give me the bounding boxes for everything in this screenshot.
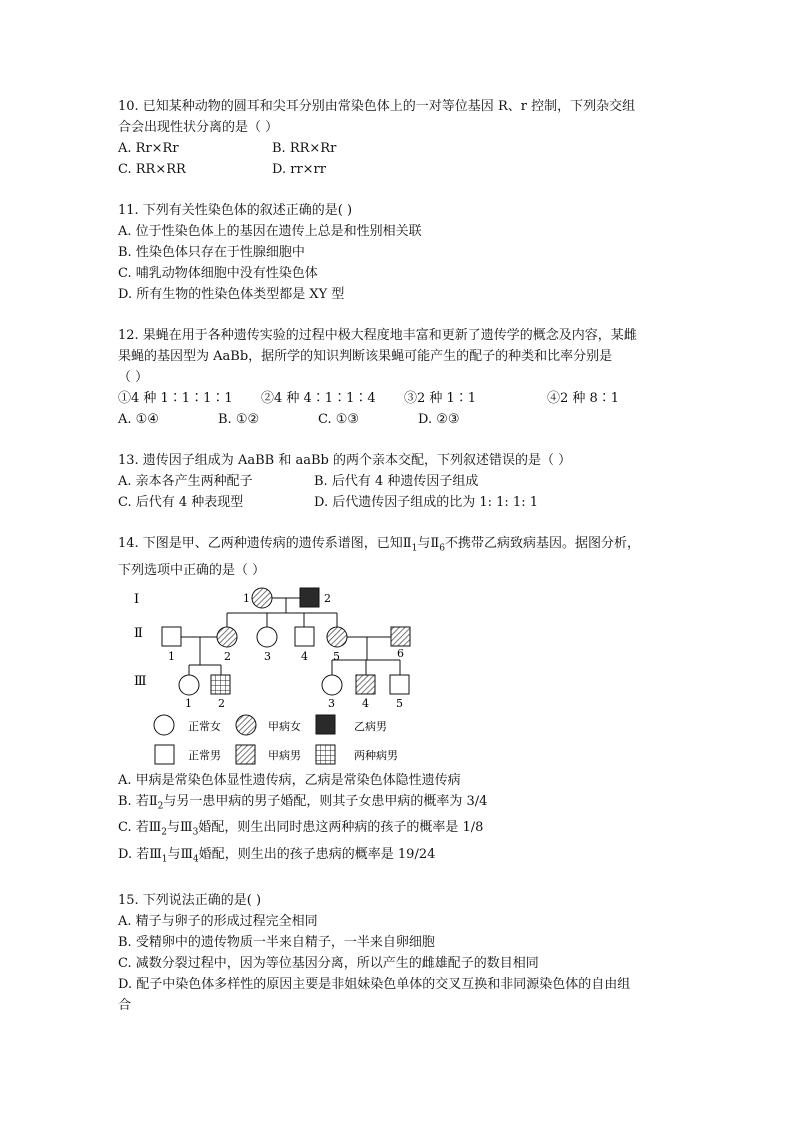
pedigree-I2-male-disease-b: [300, 588, 319, 607]
q10-option-c: C. RR×RR: [118, 162, 186, 177]
pedigree-num-III1: 1: [185, 696, 192, 710]
pedigree-II1-normal-male: [162, 627, 181, 646]
q14-option-b-part2: 与另一患甲病的男子婚配，则其子女患甲病的概率为 3/4: [163, 793, 488, 809]
legend-normal-male-symbol: [155, 745, 174, 764]
q10-stem-line2: 合会出现性状分离的是（ ）: [118, 120, 279, 135]
q15-stem: 15. 下列说法正确的是( ): [118, 893, 262, 909]
q12-item-1: ①4 种 1∶1∶1∶1: [118, 391, 233, 406]
q14-option-c-part2: 与Ⅲ: [167, 820, 193, 836]
q14-stem-part1: 14. 下图是甲、乙两种遗传病的遗传系谱图，已知Ⅱ: [118, 536, 412, 551]
pedigree-III4-male-disease-a: [356, 675, 375, 694]
q12-item-3: ③2 种 1∶1: [404, 391, 477, 406]
q11-option-c: C. 哺乳动物体细胞中没有性染色体: [118, 266, 318, 281]
q14-option-d-sub2: 4: [193, 854, 199, 865]
q14-stem-sub1: 1: [411, 543, 418, 554]
generation-label-1: Ⅰ: [134, 591, 140, 607]
pedigree-num-II6: 6: [397, 646, 404, 660]
q10-option-d: D. rr×rr: [272, 162, 326, 177]
pedigree-num-II1: 1: [168, 649, 175, 663]
legend-both-diseases-male-label: 两种病男: [354, 748, 398, 762]
q11-option-a: A. 位于性染色体上的基因在遗传上总是和性别相关联: [118, 224, 422, 239]
q13-option-c: C. 后代有 4 种表现型: [118, 495, 244, 510]
q15-option-d: D. 配子中染色体多样性的原因主要是非姐妹染色单体的交叉互换和非同源染色体的自由组: [118, 977, 631, 993]
pedigree-lines: [172, 598, 400, 675]
q12-option-b: B. ①②: [218, 412, 260, 427]
q13-options-row1: [118, 471, 688, 492]
legend-disease-b-male-symbol: [316, 715, 335, 734]
q12-options-row: [118, 409, 688, 430]
q15-option-c: C. 减数分裂过程中，因为等位基因分离，所以产生的雌雄配子的数目相同: [118, 956, 539, 972]
pedigree-II6-male-disease-a: [391, 627, 410, 646]
q11-option-d: D. 所有生物的性染色体类型都是 XY 型: [118, 287, 345, 302]
pedigree-III1-normal-female: [179, 675, 199, 695]
question-11: [118, 200, 688, 305]
legend-both-diseases-male-symbol: [316, 745, 335, 764]
q14-option-b-part1: B. 若Ⅱ: [118, 793, 158, 809]
q14-option-c-part1: C. 若Ⅲ: [118, 820, 162, 836]
pedigree-num-III2: 2: [218, 696, 225, 710]
pedigree-II2-female-disease-a: [217, 627, 237, 647]
q12-item-2: ②4 种 4∶1∶1∶4: [261, 391, 376, 406]
pedigree-chart: [130, 585, 430, 770]
q14-stem-line2: 下列选项中正确的是（ ）: [118, 562, 266, 578]
q12-item-4: ④2 种 8∶1: [547, 391, 620, 406]
q14-option-d-sub1: 1: [161, 854, 168, 865]
pedigree-num-II2: 2: [224, 649, 231, 663]
q15-option-d-continued: 合: [118, 998, 132, 1014]
q10-options-row2: [118, 159, 688, 180]
q10-options-row1: [118, 138, 688, 159]
q13-options-row2: [118, 492, 688, 513]
q10-option-a: A. Rr×Rr: [118, 141, 179, 156]
q14-option-c-sub1: 2: [161, 827, 168, 838]
legend-disease-b-male-label: 乙病男: [354, 719, 387, 733]
q14-stem-part3: 不携带乙病致病基因。据图分析，: [444, 536, 640, 551]
q14-option-d-part1: D. 若Ⅲ: [118, 846, 162, 862]
q12-option-d: D. ②③: [418, 412, 460, 427]
legend-disease-a-male-symbol: [236, 745, 255, 764]
q14-option-d-part3: 婚配，则生出的孩子患病的概率是 19/24: [198, 846, 436, 862]
pedigree-II5-female-disease-a: [327, 627, 347, 647]
legend-normal-female-label: 正常女: [188, 719, 221, 733]
legend-disease-a-female-symbol: [236, 715, 256, 735]
exam-page: [118, 96, 688, 1036]
q13-option-a: A. 亲本各产生两种配子: [118, 474, 253, 489]
q14-stem-part2: 与Ⅱ: [417, 536, 440, 551]
question-13: [118, 450, 688, 513]
q11-option-b: B. 性染色体只存在于性腺细胞中: [118, 245, 305, 260]
question-10: [118, 96, 688, 180]
q15-option-b: B. 受精卵中的遗传物质一半来自精子，一半来自卵细胞: [118, 935, 435, 951]
pedigree-II3-normal-female: [257, 627, 277, 647]
legend-disease-a-female-label: 甲病女: [268, 719, 301, 733]
pedigree-II4-normal-male: [295, 627, 314, 646]
q12-stem-line1: 12. 果蝇在用于各种遗传实验的过程中极大程度地丰富和更新了遗传学的概念及内容，某雌: [118, 328, 637, 343]
q14-option-b: [118, 791, 688, 818]
pedigree-num-III3: 3: [328, 696, 335, 710]
q12-stem-line2: 果蝇的基因型为 AaBb，据所学的知识判断该果蝇可能产生的配子的种类和比率分别是: [118, 349, 613, 364]
pedigree-III2-male-both-diseases: [211, 675, 230, 694]
pedigree-I1-female-disease-a: [252, 588, 272, 608]
question-14: [118, 533, 688, 870]
pedigree-num-I1: 1: [243, 591, 250, 605]
q13-stem: 13. 遗传因子组成为 AaBB 和 aaBb 的两个亲本交配，下列叙述错误的是（ ）: [118, 453, 572, 468]
pedigree-num-II3: 3: [264, 649, 271, 663]
q14-option-c-sub2: 3: [192, 827, 199, 838]
q14-option-d-part2: 与Ⅲ: [167, 846, 194, 862]
q10-stem-line1: 10. 已知某种动物的圆耳和尖耳分别由常染色体上的一对等位基因 R、r 控制，下列杂交组: [118, 99, 636, 114]
pedigree-num-II4: 4: [301, 649, 308, 663]
q14-stem-line1: [118, 533, 688, 560]
q12-items-row: [118, 388, 688, 409]
pedigree-svg: [130, 585, 430, 770]
q14-option-c-part3: 婚配，则生出同时患这两种病的孩子的概率是 1/8: [198, 820, 484, 836]
question-12: [118, 325, 688, 430]
q14-option-d: [118, 844, 688, 871]
legend-normal-male-label: 正常男: [188, 748, 221, 762]
q13-option-d: D. 后代遗传因子组成的比为 1: 1: 1: 1: [314, 495, 538, 510]
q13-option-b: B. 后代有 4 种遗传因子组成: [314, 474, 479, 489]
pedigree-num-III4: 4: [362, 696, 369, 710]
q14-option-b-sub: 2: [157, 801, 164, 812]
pedigree-num-III5: 5: [396, 696, 403, 710]
q14-option-c: [118, 817, 688, 844]
q14-option-a: A. 甲病是常染色体显性遗传病，乙病是常染色体隐性遗传病: [118, 772, 461, 788]
q12-option-c: C. ①③: [318, 412, 360, 427]
pedigree-III3-normal-female: [322, 675, 342, 695]
q12-option-a: A. ①④: [118, 412, 159, 427]
q11-stem: 11. 下列有关性染色体的叙述正确的是( ): [118, 203, 353, 218]
q10-option-b: B. RR×Rr: [272, 141, 337, 156]
generation-label-3: Ⅲ: [134, 673, 147, 689]
generation-label-2: Ⅱ: [134, 625, 143, 641]
q12-stem-line3: （ ）: [118, 370, 149, 385]
legend-disease-a-male-label: 甲病男: [268, 748, 301, 762]
pedigree-III5-normal-male: [390, 675, 409, 694]
question-15: [118, 890, 688, 1016]
q14-stem-sub2: 6: [439, 543, 445, 554]
pedigree-num-I2: 2: [324, 591, 331, 605]
q15-option-a: A. 精子与卵子的形成过程完全相同: [118, 914, 318, 930]
legend-normal-female-symbol: [154, 715, 174, 735]
pedigree-num-II5: 5: [333, 649, 340, 663]
